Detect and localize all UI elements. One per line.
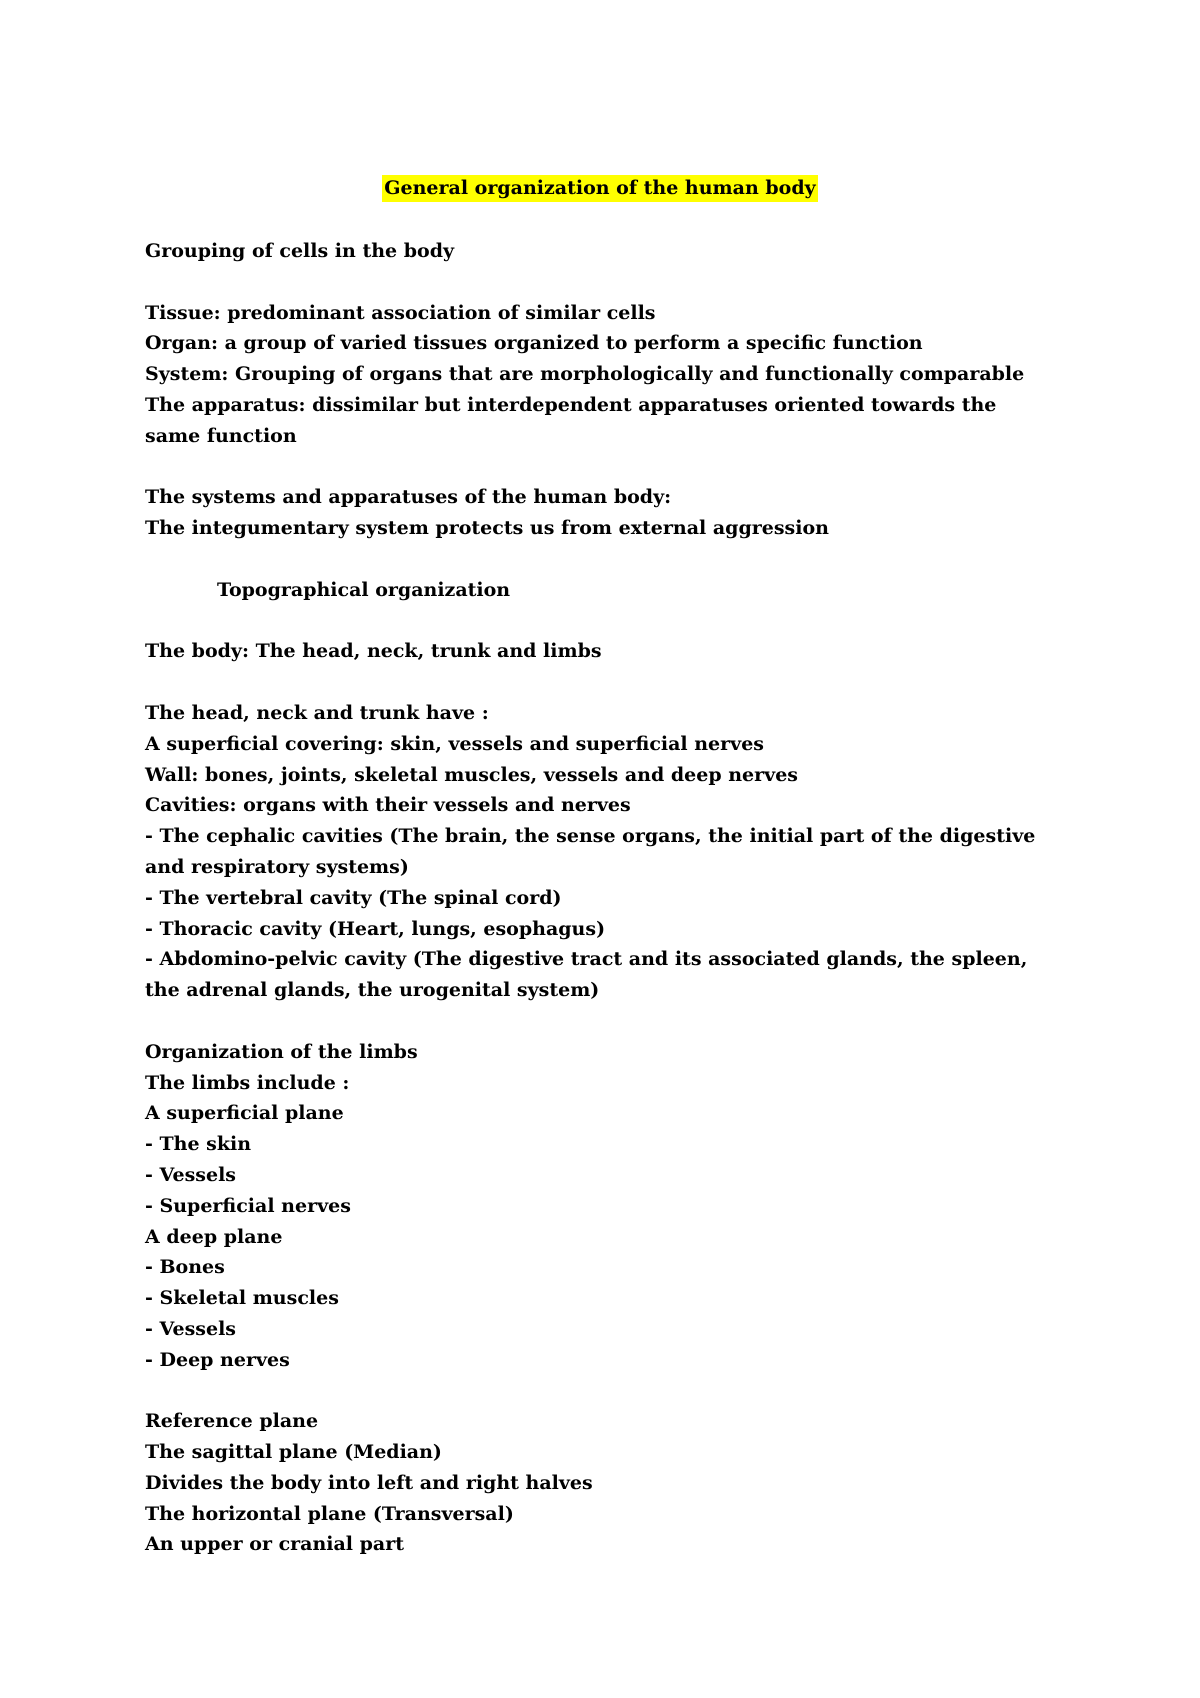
section-heading-systems: The systems and apparatuses of the human body: (145, 486, 672, 509)
blank-line (145, 1375, 1085, 1406)
list-item: - The skin (145, 1133, 252, 1156)
text-line: A deep plane (145, 1225, 283, 1248)
text-line: The sagittal plane (Median) (145, 1441, 442, 1464)
section-heading-topographical: Topographical organization (217, 578, 511, 601)
blank-line (145, 544, 1085, 575)
definition-apparatus-cont: same function (145, 424, 297, 447)
document-title: General organization of the human body (382, 175, 817, 202)
definition-system: System: Grouping of organs that are morphologically and functionally comparable (145, 363, 1025, 386)
document-body (145, 236, 1085, 1560)
blank-line (145, 667, 1085, 698)
blank-line (145, 452, 1085, 483)
text-line: A superficial plane (145, 1102, 344, 1125)
blank-line (145, 267, 1085, 298)
list-item: - Superficial nerves (145, 1194, 351, 1217)
list-item: - Vessels (145, 1163, 236, 1186)
list-item-cont: and respiratory systems) (145, 855, 409, 878)
list-item: - Thoracic cavity (Heart, lungs, esophagus) (145, 917, 606, 940)
list-item-cont: the adrenal glands, the urogenital system) (145, 979, 600, 1002)
text-line: The body: The head, neck, trunk and limbs (145, 640, 602, 663)
definition-organ: Organ: a group of varied tissues organized to perform a specific function (145, 332, 923, 355)
text-line: Wall: bones, joints, skeletal muscles, vessels and deep nerves (145, 763, 798, 786)
list-item: - Vessels (145, 1317, 236, 1340)
text-line: Divides the body into left and right halves (145, 1471, 593, 1494)
definition-apparatus: The apparatus: dissimilar but interdependent apparatuses oriented towards the (145, 393, 997, 416)
text-line: A superficial covering: skin, vessels and superficial nerves (145, 732, 764, 755)
blank-line (145, 1006, 1085, 1037)
text-line: The limbs include : (145, 1071, 350, 1094)
list-item: - The cephalic cavities (The brain, the sense organs, the initial part of the digestive (145, 825, 1036, 848)
section-heading-limbs: Organization of the limbs (145, 1040, 418, 1063)
section-heading-reference: Reference plane (145, 1410, 319, 1433)
text-line: The horizontal plane (Transversal) (145, 1502, 514, 1525)
text-line: The head, neck and trunk have : (145, 701, 489, 724)
definition-tissue: Tissue: predominant association of similar cells (145, 301, 656, 324)
text-line: Cavities: organs with their vessels and nerves (145, 794, 631, 817)
list-item: - Skeletal muscles (145, 1287, 339, 1310)
list-item: - Deep nerves (145, 1348, 290, 1371)
list-item: - The vertebral cavity (The spinal cord) (145, 886, 562, 909)
text-line: An upper or cranial part (145, 1533, 405, 1556)
blank-line (145, 606, 1085, 637)
section-heading-grouping: Grouping of cells in the body (145, 240, 455, 262)
title-container (0, 175, 1200, 202)
list-item: - Abdomino-pelvic cavity (The digestive tract and its associated glands, the spleen, (145, 948, 1028, 971)
text-line: The integumentary system protects us from external aggression (145, 517, 829, 540)
list-item: - Bones (145, 1256, 225, 1279)
